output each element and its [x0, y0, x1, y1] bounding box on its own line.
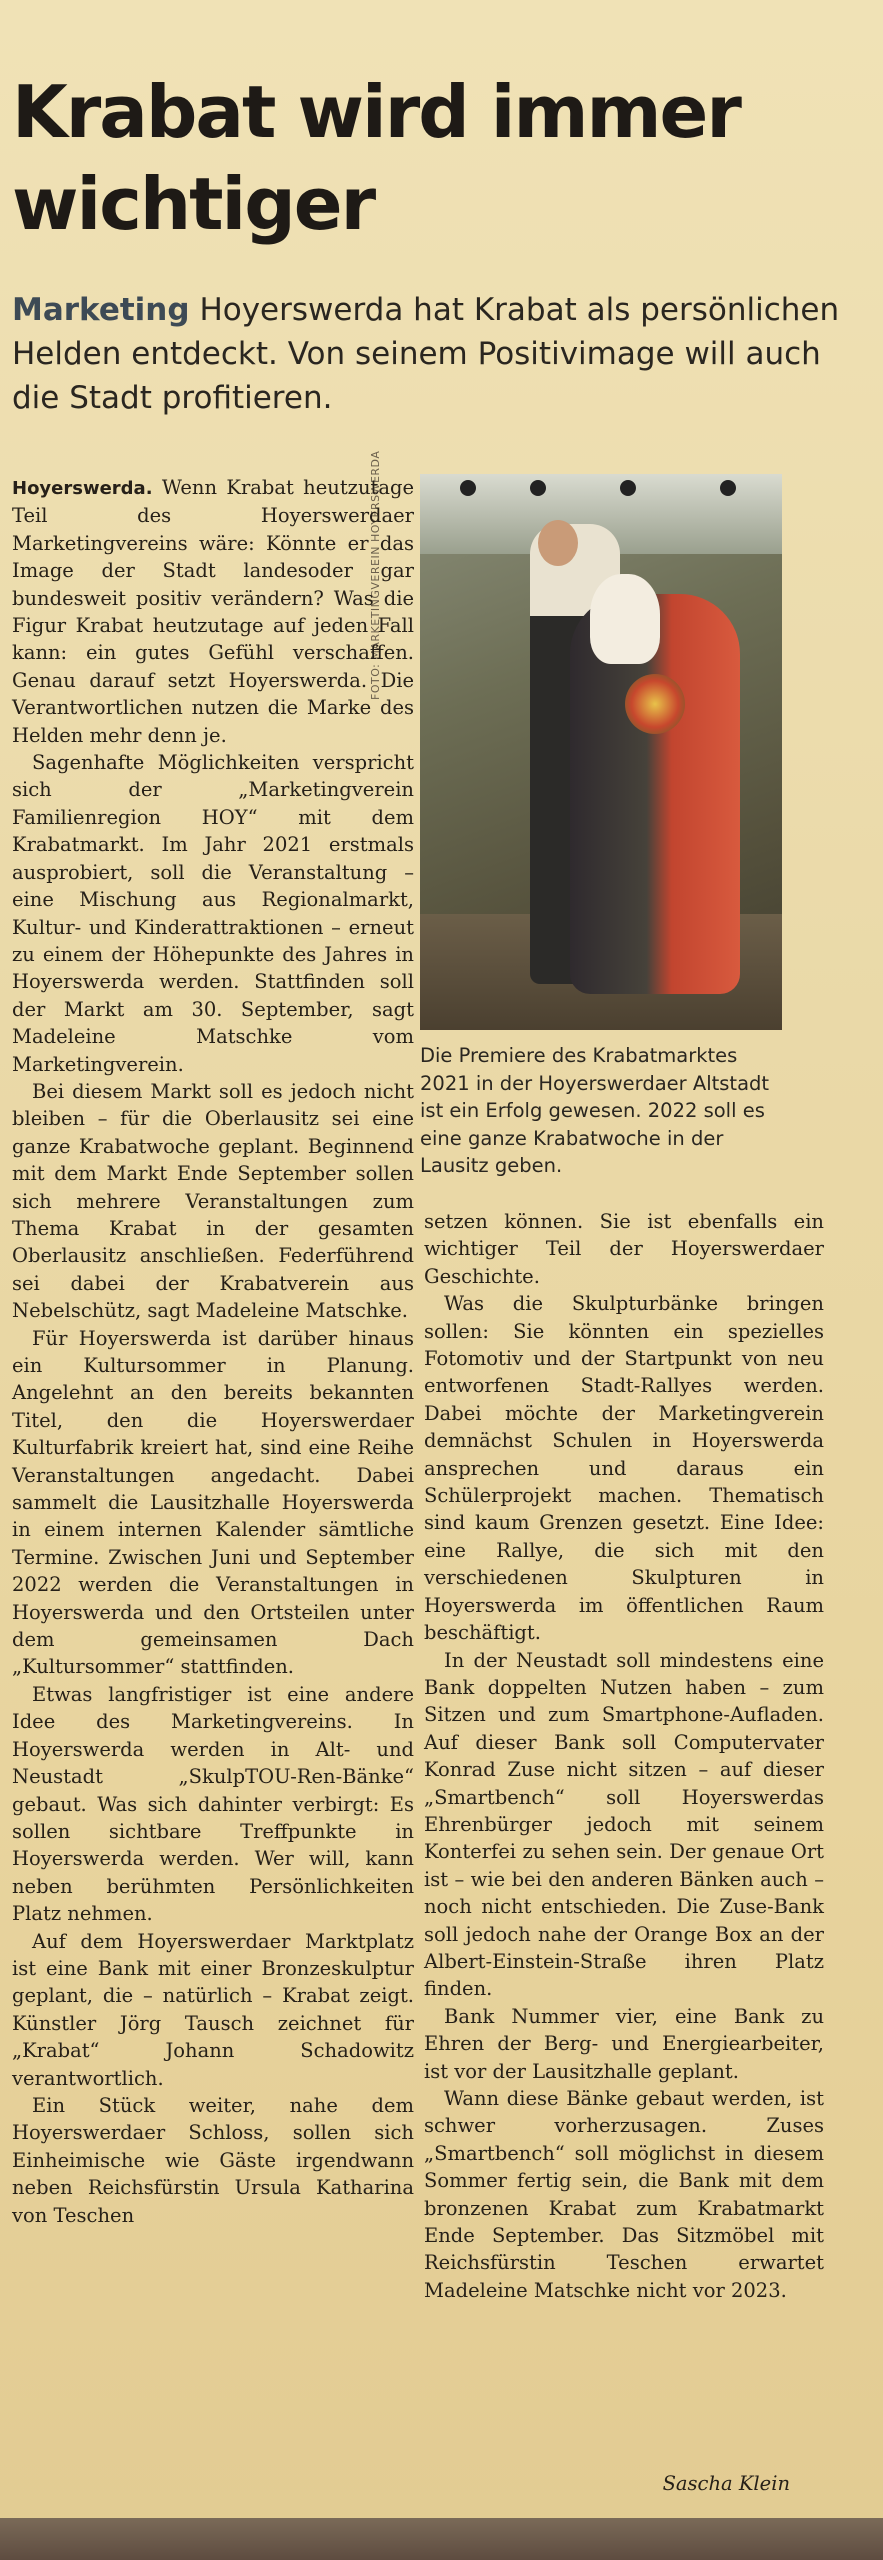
article-headline: Krabat wird immer wichtiger — [12, 70, 740, 246]
teaser-kicker: Marketing — [12, 292, 190, 328]
article-paragraph: Etwas langfristiger ist eine andere Idee des Marketingvereins. In Hoyerswerda werden in Alt- und Neustadt „SkulpTOU-Ren-Bänke“ gebaut. Was sich dahinter verbirgt: Es sollen sichtbare Treffpunkte in Hoyerswerda werden. Wer will, kann neben berühmten Persönlichkeiten Platz nehmen. — [12, 1682, 414, 1926]
photo-credit: FOTO: MARKETINGVEREIN HOYERSWERDA — [369, 450, 382, 700]
photo-lamp — [460, 480, 476, 496]
photo-man-head — [538, 520, 578, 566]
article-paragraph: Was die Skulpturbänke bringen sollen: Sie könnten ein spezielles Fotomotiv und der Startpunkt von neu entworfenen Stadt-Rallyes werden. Dabei möchte der Marketingverein demnächst Schulen in Hoyerswerda ansprechen und daraus ein Schülerprojekt machen. Thematisch sind kaum Grenzen gesetzt. Eine Idee: eine Rallye, die sich mit den verschiedenen Skulpturen in Hoyerswerda im öffentlichen Raum beschäftigt. — [424, 1292, 824, 1645]
article-paragraph: Ein Stück weiter, nahe dem Hoyerswerdaer Schloss, sollen sich Einheimische wie Gäste irgendwann neben Reichsfürstin Ursula Katharina von Teschen — [12, 2093, 414, 2227]
article-paragraph: Auf dem Hoyerswerdaer Marktplatz ist eine Bank mit einer Bronzeskulptur geplant, die – natürlich – Krabat zeigt. Künstler Jörg Tausch zeichnet für „Krabat“ Johann Schadowitz verantwortlich. — [12, 1929, 414, 2090]
photo-lamp — [530, 480, 546, 496]
article-column-2 — [424, 1208, 824, 2304]
article-photo-dancing-couple — [420, 474, 782, 1030]
paragraph-text: Wenn Krabat heutzutage Teil des Hoyerswerdaer Marketingvereins wäre: Könnte er das Image der Stadt landesoder gar bundesweit positiv verändern? Was die Figur Krabat heutzutage auf jeden Fall kann: ein gutes Gefühl verschaffen. Genau darauf setzt Hoyerswerda. Die Verantwortlichen nutzen die Marke des Helden mehr denn je. — [12, 476, 414, 747]
article-paragraph: Für Hoyerswerda ist darüber hinaus ein Kultursommer in Planung. Angelehnt an den bereits bekannten Titel, den die Hoyerswerdaer Kulturfabrik kreiert hat, sind eine Reihe Veranstaltungen angedacht. Dabei sammelt die Lausitzhalle Hoyerswerda in einem internen Kalender sämtliche Termine. Zwischen Juni und September 2022 werden die Veranstaltungen in Hoyerswerda und den Ortsteilen unter dem gemeinsamen Dach „Kultursommer“ stattfinden. — [12, 1326, 414, 1679]
article-paragraph: Sagenhafte Möglichkeiten verspricht sich der „Marketingverein Familienregion HOY“ mit dem Krabatmarkt. Im Jahr 2021 erstmals ausprobiert, soll die Veranstaltung – eine Mischung aus Regionalmarkt, Kultur- und Kinderattraktionen – erneut zu einem der Höhepunkte des Jahres in Hoyerswerda werden. Stattfinden soll der Markt am 30. September, sagt Madeleine Matschke vom Marketingverein. — [12, 751, 414, 1076]
article-paragraph: Bank Nummer vier, eine Bank zu Ehren der Berg- und Energiearbeiter, ist vor der Lausitzhalle geplant. — [424, 2004, 824, 2083]
article-teaser — [12, 288, 872, 420]
photo-caption: Die Premiere des Krabatmarktes 2021 in der Hoyerswerdaer Altstadt ist ein Erfolg gewesen. 2022 soll es eine ganze Krabatwoche in der Lausitz geben. — [420, 1044, 770, 1177]
article-author: Sascha Klein — [662, 2472, 790, 2495]
article-paragraph: In der Neustadt soll mindestens eine Bank doppelten Nutzen haben – zum Sitzen und zum Smartphone-Aufladen. Auf dieser Bank soll Computervater Konrad Zuse nicht sitzen – auf dieser „Smartbench“ soll Hoyerswerdas Ehrenbürger jedoch mit seinem Konterfei zu sehen sein. Der genaue Ort ist – wie bei den anderen Bänken auch – noch nicht entschieden. Die Zuse-Bank soll jedoch nahe der Orange Box an der Albert-Einstein-Straße ihren Platz finden. — [424, 1648, 824, 2001]
photo-woman-headdress — [590, 574, 660, 664]
photo-lamp — [620, 480, 636, 496]
article-paragraph: setzen können. Sie ist ebenfalls ein wichtiger Teil der Hoyerswerdaer Geschichte. — [424, 1210, 824, 1288]
article-paragraph — [12, 474, 414, 749]
article-paragraph: Wann diese Bänke gebaut werden, ist schwer vorherzusagen. Zuses „Smartbench“ soll möglichst in diesem Sommer fertig sein, die Bank mit dem bronzenen Krabat zum Krabatmarkt Ende September. Das Sitzmöbel mit Reichsfürstin Teschen erwartet Madeleine Matschke nicht vor 2023. — [424, 2087, 824, 2302]
article-paragraph: Bei diesem Markt soll es jedoch nicht bleiben – für die Oberlausitz sei eine ganze Krabatwoche geplant. Beginnend mit dem Markt Ende September sollen sich mehrere Veranstaltungen zum Thema Krabat in der gesamten Oberlausitz anschließen. Federführend sei dabei der Krabatverein aus Nebelschütz, sagt Madeleine Matschke. — [12, 1079, 414, 1323]
photo-lamp — [720, 480, 736, 496]
photo-flower-bouquet — [625, 674, 685, 734]
teaser-text: Hoyerswerda hat Krabat als persönlichen Helden entdeckt. Von seinem Positivimage will auch die Stadt profitieren. — [12, 292, 840, 416]
article-column-1 — [12, 474, 414, 2229]
dateline: Hoyerswerda. — [12, 478, 153, 499]
page-bottom-shadow — [0, 2518, 883, 2560]
